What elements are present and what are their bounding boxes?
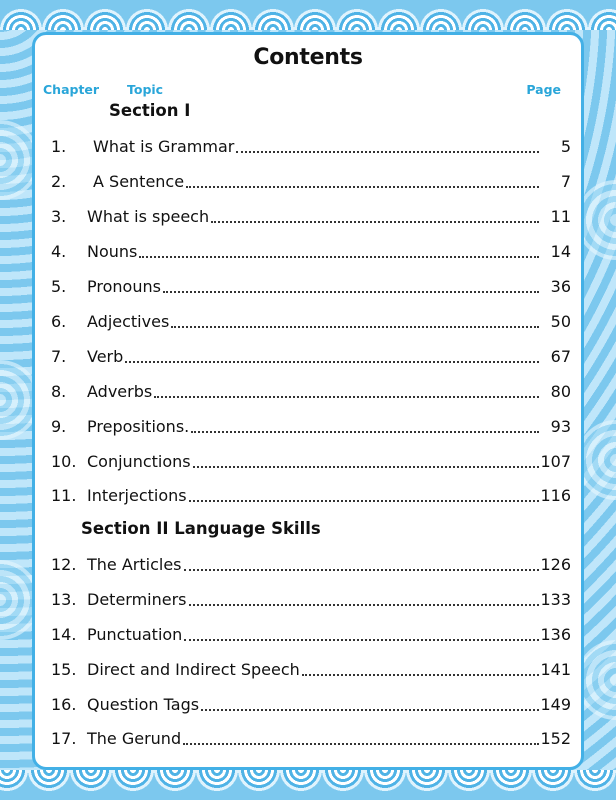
toc-entry <box>35 276 587 298</box>
topic-title: Direct and Indirect Speech <box>87 660 300 679</box>
chapter-number: 2. <box>51 172 67 191</box>
page-number: 136 <box>540 625 571 644</box>
topic-line <box>87 451 539 473</box>
page-number: 5 <box>560 137 571 156</box>
topic-line <box>87 728 539 750</box>
toc-entry <box>35 311 587 333</box>
topic-title: Nouns <box>87 242 138 261</box>
chapter-number: 6. <box>51 312 67 331</box>
topic-line <box>87 589 539 611</box>
chapter-number: 11. <box>51 486 77 505</box>
toc-entry <box>35 624 587 646</box>
topic-line <box>87 485 539 507</box>
topic-title: Conjunctions <box>87 452 191 471</box>
topic-title: Adjectives <box>87 312 170 331</box>
topic-title: Question Tags <box>87 695 200 714</box>
topic-line <box>87 381 539 403</box>
dot-leader <box>184 568 539 571</box>
decorative-border-top <box>0 0 616 30</box>
toc-entry <box>35 659 587 681</box>
section-heading-1: Section I <box>109 101 191 120</box>
page-number: 14 <box>550 242 571 261</box>
chapter-number: 3. <box>51 207 67 226</box>
dot-leader <box>154 395 539 398</box>
toc-entry <box>35 554 587 576</box>
topic-title: Determiners <box>87 590 187 609</box>
page-number: 36 <box>550 277 571 296</box>
topic-line <box>87 241 539 263</box>
dot-leader <box>125 360 539 363</box>
chapter-number: 10. <box>51 452 77 471</box>
dot-leader <box>184 638 539 641</box>
topic-line <box>93 136 539 158</box>
topic-title: Verb <box>87 347 124 366</box>
dot-leader <box>186 185 539 188</box>
topic-title: What is Grammar <box>93 137 235 156</box>
topic-line <box>87 416 539 438</box>
chapter-number: 8. <box>51 382 67 401</box>
topic-title: Interjections <box>87 486 187 505</box>
topic-line <box>87 276 539 298</box>
dot-leader <box>236 150 539 153</box>
topic-title: The Gerund <box>87 729 182 748</box>
topic-line <box>87 554 539 576</box>
toc-entry <box>35 728 587 750</box>
page-number: 126 <box>540 555 571 574</box>
dot-leader <box>193 465 539 468</box>
chapter-number: 17. <box>51 729 77 748</box>
toc-entry <box>35 346 587 368</box>
chapter-number: 4. <box>51 242 67 261</box>
dot-leader <box>189 499 539 502</box>
chapter-number: 16. <box>51 695 77 714</box>
chapter-number: 13. <box>51 590 77 609</box>
topic-line <box>87 659 539 681</box>
dot-leader <box>302 673 539 676</box>
page-number: 67 <box>550 347 571 366</box>
decorative-border-bottom <box>0 770 616 800</box>
page-header: Page <box>526 82 561 97</box>
chapter-number: 5. <box>51 277 67 296</box>
dot-leader <box>171 325 539 328</box>
toc-entry <box>35 485 587 507</box>
page-number: 107 <box>540 452 571 471</box>
page-number: 80 <box>550 382 571 401</box>
page-title: Contents <box>253 45 363 70</box>
topic-title: The Articles <box>87 555 182 574</box>
page-number: 93 <box>550 417 571 436</box>
chapter-header: Chapter <box>43 82 100 97</box>
topic-title: Adverbs <box>87 382 153 401</box>
toc-entry <box>35 206 587 228</box>
page-number: 116 <box>540 486 571 505</box>
dot-leader <box>189 603 539 606</box>
chapter-number: 12. <box>51 555 77 574</box>
page-number: 149 <box>540 695 571 714</box>
topic-line <box>87 624 539 646</box>
toc-entry <box>35 381 587 403</box>
section-heading-2: Section II Language Skills <box>81 519 321 538</box>
topic-line <box>87 311 539 333</box>
dot-leader <box>191 430 539 433</box>
topic-line <box>87 206 539 228</box>
dot-leader <box>201 708 539 711</box>
toc-entry <box>35 694 587 716</box>
page-number: 152 <box>540 729 571 748</box>
dot-leader <box>139 255 539 258</box>
topic-title: Punctuation <box>87 625 183 644</box>
contents-panel <box>32 32 584 770</box>
page-number: 11 <box>550 207 571 226</box>
topic-line <box>93 171 539 193</box>
chapter-number: 7. <box>51 347 67 366</box>
toc-entry <box>35 451 587 473</box>
toc-entry <box>35 171 587 193</box>
chapter-number: 1. <box>51 137 67 156</box>
page-number: 133 <box>540 590 571 609</box>
topic-title: What is speech <box>87 207 210 226</box>
toc-entry <box>35 589 587 611</box>
chapter-number: 14. <box>51 625 77 644</box>
topic-title: A Sentence <box>93 172 185 191</box>
topic-line <box>87 346 539 368</box>
dot-leader <box>163 290 539 293</box>
dot-leader <box>211 220 539 223</box>
dot-leader <box>183 742 539 745</box>
topic-header: Topic <box>127 82 164 97</box>
chapter-number: 9. <box>51 417 67 436</box>
toc-entry <box>35 416 587 438</box>
toc-entry <box>35 136 587 158</box>
page-number: 50 <box>550 312 571 331</box>
topic-title: Pronouns <box>87 277 161 296</box>
page-number: 141 <box>540 660 571 679</box>
topic-title: Prepositions. <box>87 417 190 436</box>
topic-line <box>87 694 539 716</box>
toc-entry <box>35 241 587 263</box>
page-number: 7 <box>560 172 571 191</box>
chapter-number: 15. <box>51 660 77 679</box>
